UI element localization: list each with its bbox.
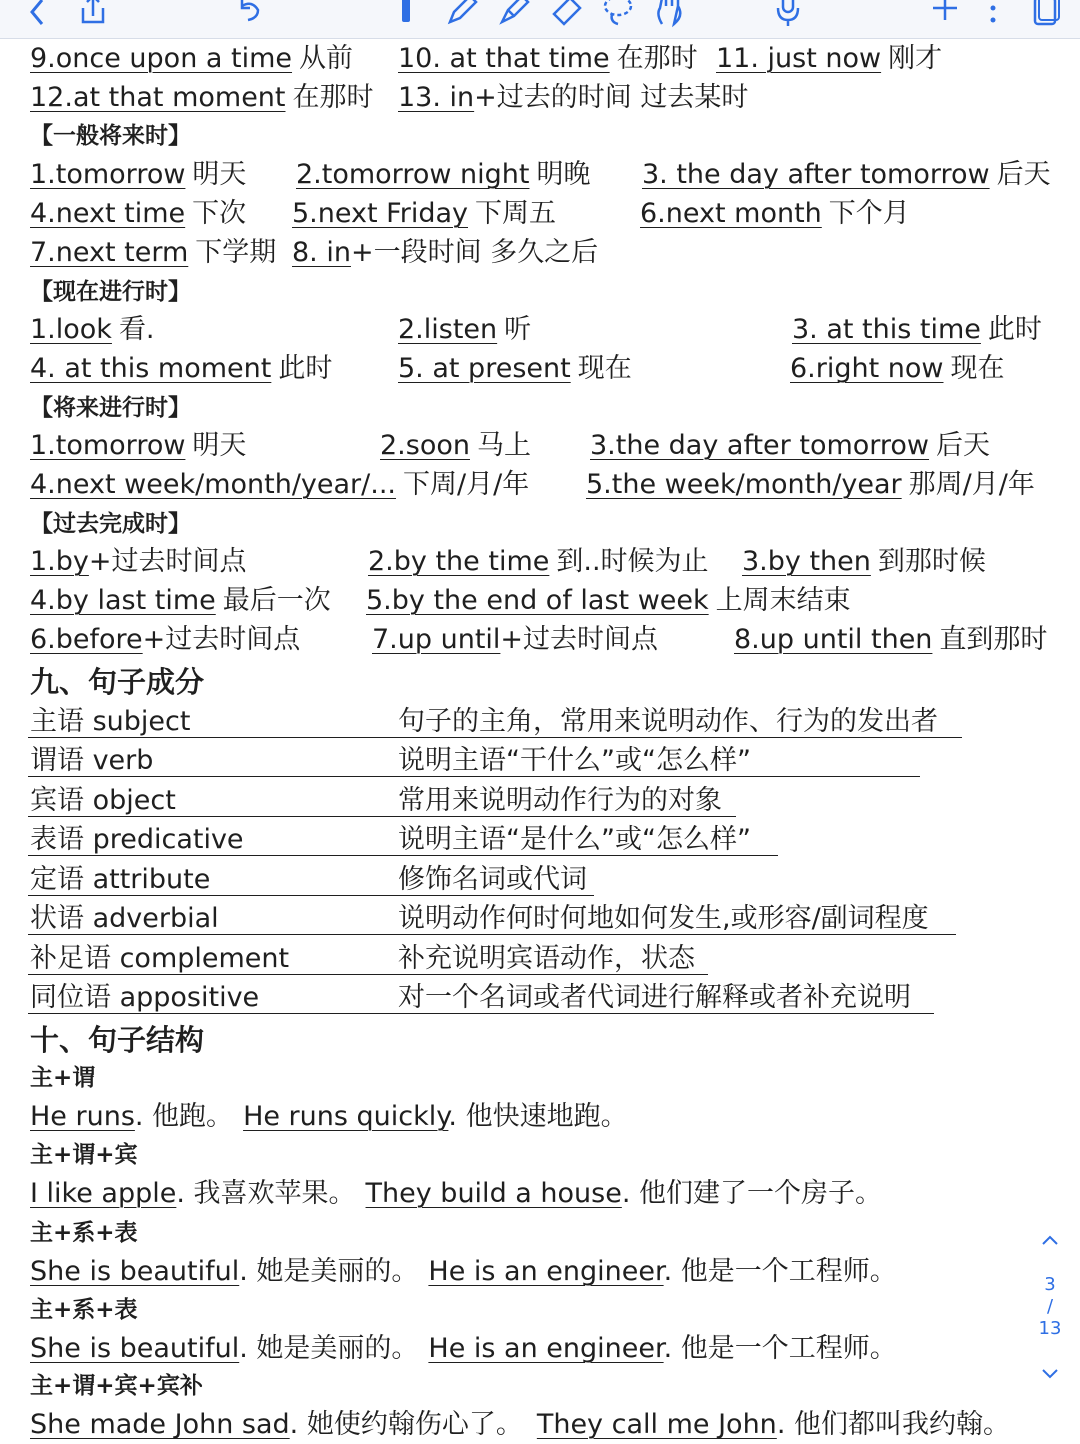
underline: [28, 737, 962, 738]
back-icon[interactable]: [24, 0, 50, 28]
total-pages: 13: [1038, 1318, 1062, 1339]
list-item: 9.once upon a time 从前: [30, 43, 354, 74]
underline: [28, 974, 708, 975]
list-item: 3.by then 到那时候: [742, 546, 986, 577]
list-item: 1.look 看.: [30, 314, 155, 345]
component-desc: 补充说明宾语动作，状态: [398, 943, 695, 974]
component-term: 主语 subject: [30, 706, 191, 737]
time-expressions-row: [0, 156, 1080, 194]
list-item: 2.tomorrow night 明晚: [296, 159, 591, 190]
list-item: 5.next Friday 下周五: [292, 198, 556, 229]
underline: [28, 816, 736, 817]
time-expressions-row: [0, 543, 1080, 581]
list-item: 4.by last time 最后一次: [30, 585, 331, 616]
list-item: 3. at this time 此时: [792, 314, 1042, 345]
example-sentence: He runs. 他跑。 He runs quickly. 他快速地跑。: [30, 1101, 628, 1132]
component-desc: 对一个名词或者代词进行解释或者补充说明: [398, 982, 911, 1013]
more-icon[interactable]: [986, 0, 1000, 28]
example-sentence: She made John sad. 她使约翰伤心了。 They call me John. 他们都叫我约翰。: [30, 1409, 1010, 1440]
microphone-icon[interactable]: [774, 0, 802, 28]
component-desc: 常用来说明动作行为的对象: [398, 785, 722, 816]
list-item: 5. at present 现在: [398, 353, 632, 384]
underline: [28, 895, 594, 896]
component-row: [0, 861, 1000, 899]
component-row: [0, 979, 1000, 1017]
time-expressions-row: [0, 466, 1080, 504]
component-term: 定语 attribute: [30, 864, 211, 895]
pages-icon[interactable]: [1030, 0, 1060, 28]
eraser-icon[interactable]: [548, 0, 584, 28]
component-term: 同位语 appositive: [30, 982, 260, 1013]
list-item: 3.the day after tomorrow 后天: [590, 430, 991, 461]
underline: [28, 776, 920, 777]
list-item: 1.tomorrow 明天: [30, 159, 247, 190]
top-toolbar: [0, 0, 1080, 39]
structure-label: 主+谓: [30, 1065, 96, 1091]
page-separator: /: [1046, 1296, 1054, 1317]
list-item: 1.tomorrow 明天: [30, 430, 247, 461]
component-row: [0, 900, 1000, 938]
list-item: 4.next time 下次: [30, 198, 247, 229]
section-header: 【过去完成时】: [30, 511, 191, 537]
time-expressions-row: [0, 234, 1080, 272]
example-sentence: She is beautiful. 她是美丽的。 He is an engineer. 他是一个工程师。: [30, 1333, 897, 1364]
time-expressions-row: [0, 40, 1080, 78]
current-page: 3: [1044, 1274, 1056, 1295]
list-item: 2.soon 马上: [380, 430, 531, 461]
component-row: [0, 782, 1000, 820]
undo-icon[interactable]: [234, 0, 264, 28]
hand-icon[interactable]: [652, 0, 688, 28]
list-item: 5.by the end of last week 上周末结束: [366, 585, 851, 616]
component-row: [0, 821, 1000, 859]
list-item: 5.the week/month/year 那周/月/年: [586, 469, 1035, 500]
list-item: 4.next week/month/year/... 下周/月/年: [30, 469, 530, 500]
list-item: 3. the day after tomorrow 后天: [642, 159, 1051, 190]
list-item: 6.before+过去时间点: [30, 624, 301, 655]
highlighter-icon[interactable]: [496, 0, 532, 28]
time-expressions-row: [0, 195, 1080, 233]
section-title: 十、句子结构: [30, 1023, 205, 1057]
example-sentence: I like apple. 我喜欢苹果。 They build a house. 他们建了一个房子。: [30, 1178, 883, 1209]
component-row: [0, 703, 1000, 741]
page-down-icon[interactable]: [1040, 1366, 1060, 1387]
component-desc: 说明主语“干什么”或“怎么样”: [398, 745, 751, 776]
section-header: 【一般将来时】: [30, 123, 191, 149]
pen-icon[interactable]: [444, 0, 480, 28]
pencil-icon[interactable]: [398, 0, 414, 28]
list-item: 13. in+过去的时间 过去某时: [398, 82, 749, 113]
list-item: 7.up until+过去时间点: [372, 624, 659, 655]
lasso-icon[interactable]: [600, 0, 636, 28]
list-item: 8. in+一段时间 多久之后: [292, 237, 599, 268]
add-icon[interactable]: [930, 0, 960, 28]
share-icon[interactable]: [78, 0, 108, 28]
section-title: 九、句子成分: [30, 665, 205, 699]
page-up-icon[interactable]: [1040, 1232, 1060, 1253]
underline: [28, 855, 778, 856]
list-item: 8.up until then 直到那时: [734, 624, 1048, 655]
note-page: [0, 38, 1080, 1440]
list-item: 6.next month 下个月: [640, 198, 910, 229]
component-term: 表语 predicative: [30, 824, 244, 855]
structure-label: 主+系+表: [30, 1220, 138, 1246]
structure-label: 主+谓+宾+宾补: [30, 1373, 203, 1399]
time-expressions-row: [0, 427, 1080, 465]
structure-label: 主+系+表: [30, 1297, 138, 1323]
list-item: 12.at that moment 在那时: [30, 82, 374, 113]
component-term: 谓语 verb: [30, 745, 154, 776]
list-item: 1.by+过去时间点: [30, 546, 247, 577]
underline: [28, 934, 956, 935]
component-desc: 说明动作何时何地如何发生,或形容/副词程度: [398, 903, 929, 934]
underline: [28, 1013, 934, 1014]
section-header: 【将来进行时】: [30, 395, 191, 421]
list-item: 2.by the time 到..时候为止: [368, 546, 709, 577]
list-item: 6.right now 现在: [790, 353, 1005, 384]
list-item: 10. at that time 在那时: [398, 43, 698, 74]
component-row: [0, 742, 1000, 780]
component-term: 宾语 object: [30, 785, 176, 816]
list-item: 7.next term 下学期: [30, 237, 277, 268]
list-item: 2.listen 听: [398, 314, 532, 345]
component-desc: 修饰名词或代词: [398, 864, 587, 895]
page-indicator: [1038, 1232, 1062, 1392]
time-expressions-row: [0, 79, 1080, 117]
component-desc: 说明主语“是什么”或“怎么样”: [398, 824, 751, 855]
component-desc: 句子的主角，常用来说明动作、行为的发出者: [398, 706, 938, 737]
component-term: 补足语 complement: [30, 943, 290, 974]
time-expressions-row: [0, 621, 1080, 659]
time-expressions-row: [0, 350, 1080, 388]
list-item: 4. at this moment 此时: [30, 353, 333, 384]
time-expressions-row: [0, 582, 1080, 620]
example-sentence: She is beautiful. 她是美丽的。 He is an engineer. 他是一个工程师。: [30, 1256, 897, 1287]
time-expressions-row: [0, 311, 1080, 349]
component-term: 状语 adverbial: [30, 903, 219, 934]
section-header: 【现在进行时】: [30, 279, 191, 305]
structure-label: 主+谓+宾: [30, 1142, 138, 1168]
component-row: [0, 940, 1000, 978]
list-item: 11. just now 刚才: [716, 43, 943, 74]
